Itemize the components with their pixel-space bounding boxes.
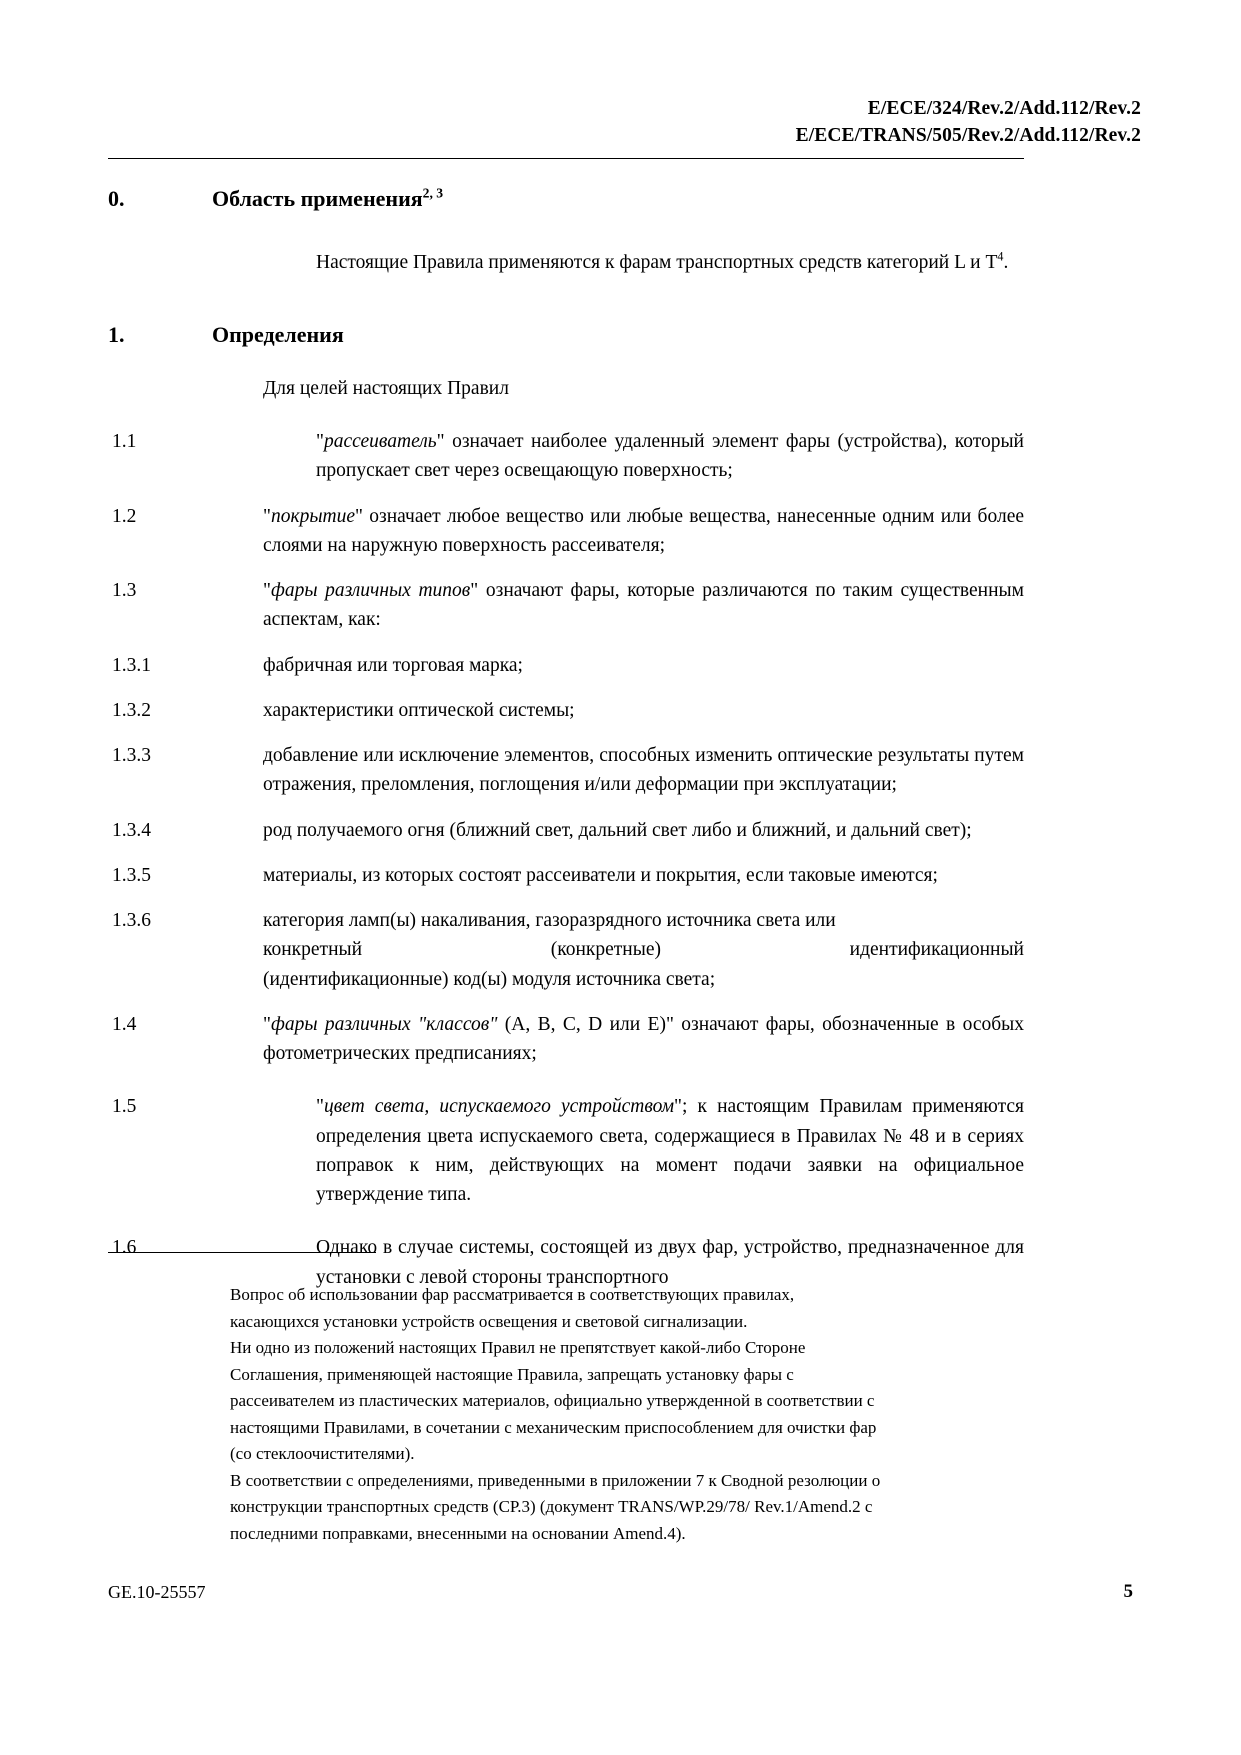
footnote-separator xyxy=(108,1252,376,1253)
header-symbol-line-2: E/ECE/TRANS/505/Rev.2/Add.112/Rev.2 xyxy=(795,124,1141,146)
clause-number: 1.6 xyxy=(112,1237,137,1259)
clause-1-3-6-line-3: (идентификационные) код(ы) модуля источника света; xyxy=(263,968,716,990)
clause-text: "покрытие" означает любое вещество или любые вещества, нанесенные одним или более слоями на наружную поверхность рассеивателя; xyxy=(263,505,1024,556)
scope-paragraph-footnote-marker: 4 xyxy=(997,249,1004,264)
clause-1-3 xyxy=(108,576,1024,635)
section-heading-scope xyxy=(108,185,1024,214)
clause-1-2 xyxy=(108,502,1024,561)
clause-text: "фары различных "классов" (A, B, C, D или E)" означают фары, обозначенные в особых фотометрических предписаниях; xyxy=(263,1013,1025,1065)
section-number-definitions: 1. xyxy=(108,322,125,348)
header-symbol-line-1: E/ECE/324/Rev.2/Add.112/Rev.2 xyxy=(867,98,1141,119)
clause-text: материалы, из которых состоят рассеиватели и покрытия, если таковые имеются; xyxy=(263,864,938,886)
clause-1-4 xyxy=(108,1010,1024,1069)
document-header xyxy=(110,96,1141,150)
clause-number: 1.2 xyxy=(112,505,137,527)
clause-1-3-5 xyxy=(108,861,1024,890)
footer-document-code: GE.10-25557 xyxy=(108,1582,206,1602)
footnote-block xyxy=(230,1282,930,1547)
footnote-line: последними поправками, внесенными на основании Amend.4). xyxy=(230,1523,686,1543)
scope-title-footnote-marker: 2, 3 xyxy=(422,185,444,201)
defined-term: покрытие xyxy=(270,505,356,527)
clause-text: характеристики оптической системы; xyxy=(263,699,575,721)
clause-number: 1.5 xyxy=(112,1096,137,1118)
clause-number: 1.3.2 xyxy=(112,699,151,721)
clause-text: "цвет света, испускаемого устройством"; к настоящим Правилам применяются определения цвета испускаемого света, содержащиеся в Правилах № 48 и в сериях поправок к ним, действующих на момент подачи заявки на официальное утверждение типа. xyxy=(316,1096,1024,1206)
clause-1-3-6-line-2-word-1: конкретный xyxy=(263,939,363,961)
clause-text xyxy=(263,906,1024,994)
header-divider xyxy=(108,158,1024,159)
clause-number: 1.3.6 xyxy=(112,910,151,932)
footnote-line: касающихся установки устройств освещения и световой сигнализации. xyxy=(230,1311,748,1331)
clause-1-3-6-line-2-word-2: (конкретные) xyxy=(550,939,661,961)
clause-number: 1.3.5 xyxy=(112,864,151,886)
document-body xyxy=(108,185,1024,1292)
clause-number: 1.1 xyxy=(112,431,137,453)
clause-number: 1.3.4 xyxy=(112,819,151,841)
clause-1-1 xyxy=(108,427,1024,486)
clause-text: фабричная или торговая марка; xyxy=(263,654,523,676)
footnote-line: Ни одно из положений настоящих Правил не препятствует какой-либо Стороне xyxy=(230,1338,806,1358)
defined-term: фары различных типов xyxy=(270,580,471,602)
footnote-line: Соглашения, применяющей настоящие Правила, запрещать установку фары с xyxy=(230,1364,794,1384)
clause-1-3-6 xyxy=(108,906,1024,994)
clause-1-3-6-line-2 xyxy=(263,935,1024,964)
footer-page-number: 5 xyxy=(1123,1581,1133,1602)
definitions-lead-text: Для целей настоящих Правил xyxy=(263,377,509,399)
scope-paragraph: Настоящие Правила применяются к фарам транспортных средств категорий L и $T^4$. xyxy=(316,249,1009,273)
clause-text: род получаемого огня (ближний свет, дальний свет либо и ближний, и дальний свет); xyxy=(263,819,972,841)
clause-text: "фары различных типов" означают фары, которые различаются по таким существенным аспектам, как: xyxy=(263,580,1024,631)
clause-1-3-1 xyxy=(108,651,1024,680)
clause-1-3-6-line-2-word-3: идентификационный xyxy=(849,939,1024,961)
clause-1-3-6-line-1: категория ламп(ы) накаливания, газоразрядного источника света или xyxy=(263,910,836,932)
clause-1-3-2 xyxy=(108,696,1024,725)
clause-text: Однако в случае системы, состоящей из двух фар, устройство, предназначенное для установки с левой стороны транспортного xyxy=(316,1237,1024,1288)
footnote-line: конструкции транспортных средств (СР.3) (документ TRANS/WP.29/78/ Rev.1/Amend.2 с xyxy=(230,1497,873,1517)
defined-term: рассеиватель xyxy=(323,431,437,453)
clause-1-5 xyxy=(108,1092,1024,1209)
section-title-scope: Область применения$^{2, 3}$ xyxy=(212,185,444,211)
clause-number: 1.3.3 xyxy=(112,745,151,767)
footnote-line: рассеивателем из пластических материалов, официально утвержденной в соответствии с xyxy=(230,1391,875,1411)
defined-term: цвет света, испускаемого устройством xyxy=(323,1096,675,1118)
clause-number: 1.3 xyxy=(112,580,137,602)
clause-text: "рассеиватель" означает наиболее удаленный элемент фары (устройства), который пропускает свет через освещающую поверхность; xyxy=(316,431,1024,482)
section-heading-definitions xyxy=(108,321,1024,350)
clause-number: 1.3.1 xyxy=(112,654,151,676)
clause-text: добавление или исключение элементов, способных изменить оптические результаты путем отражения, преломления, поглощения и/или деформации при эксплуатации; xyxy=(263,745,1024,796)
clause-1-3-3 xyxy=(108,741,1024,800)
defined-term: фары различных "классов" xyxy=(270,1013,498,1035)
clause-number: 1.4 xyxy=(112,1013,137,1035)
footnote-line: В соответствии с определениями, приведенными в приложении 7 к Сводной резолюции о xyxy=(230,1470,881,1490)
section-title-definitions: Определения xyxy=(212,322,344,348)
footnote-line: (со стеклоочистителями). xyxy=(230,1444,415,1464)
footnote-line: Вопрос об использовании фар рассматривается в соответствующих правилах, xyxy=(230,1285,795,1304)
clause-1-3-4 xyxy=(108,816,1024,845)
footnote-line: настоящими Правилами, в сочетании с механическим приспособлением для очистки фар xyxy=(230,1417,877,1437)
section-number-scope: 0. xyxy=(108,186,125,211)
